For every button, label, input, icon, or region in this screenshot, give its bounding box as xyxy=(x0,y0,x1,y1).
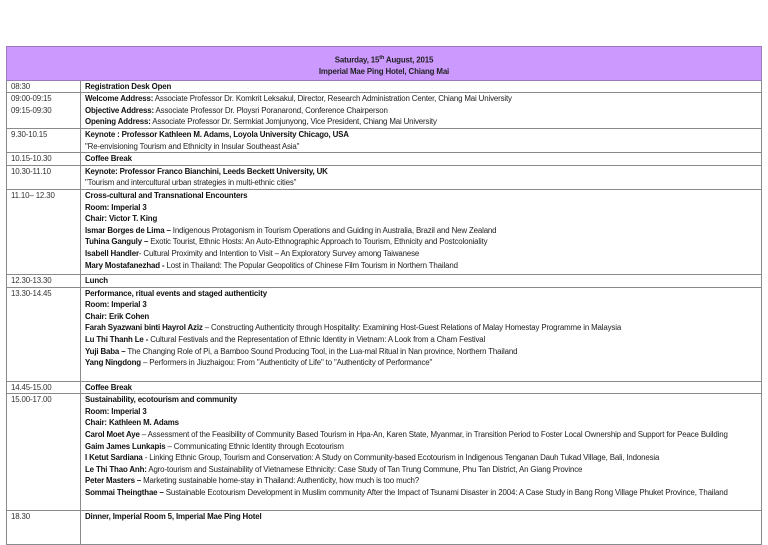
time-slot: 13.30-14.45 xyxy=(11,288,52,298)
time-cell xyxy=(7,165,81,189)
session-line xyxy=(85,81,757,93)
session-line xyxy=(85,441,757,453)
line-bold: Room: Imperial 3 xyxy=(85,300,147,310)
time-cell xyxy=(7,93,81,129)
line-bold: Performance, ritual events and staged authenticity xyxy=(85,288,267,298)
session-line xyxy=(85,475,757,487)
session-line xyxy=(85,202,757,214)
line-text: – Constructing Authenticity through Hospitality: Examining Host-Guest Relations of Malay Homestay Programme in Malaysia xyxy=(202,323,622,333)
line-text: - Cultural Proximity and Intention to Visit – An Exploratory Survey among Taiwanese xyxy=(138,248,420,258)
line-bold: Welcome Address: xyxy=(85,94,154,104)
line-text: Marketing sustainable home-stay in Thailand: Authenticity, how much is too much? xyxy=(141,476,420,486)
session-line xyxy=(85,225,757,237)
line-bold: Ismar Borges de Lima – xyxy=(85,225,171,235)
schedule-row xyxy=(7,511,762,545)
time-slot: 09:00-09:15 xyxy=(11,94,52,104)
session-line xyxy=(85,429,757,441)
session-line xyxy=(85,153,757,165)
line-bold: Sustainability, ecotourism and community xyxy=(85,395,238,405)
line-text: Sustainable Ecotourism Development in Muslim community After the Impact of Tsunami Disaster in 2004: A Case Study in Bang Rong Village Phuket Province, Thailand xyxy=(163,487,728,497)
time-slot: 10.15-10.30 xyxy=(11,154,52,164)
session-line xyxy=(85,275,757,287)
time-cell xyxy=(7,129,81,153)
line-bold: Coffee Break xyxy=(85,382,132,392)
line-bold: Cross-cultural and Transnational Encounters xyxy=(85,190,248,200)
line-text: "Re-envisioning Tourism and Ethnicity in Insular Southeast Asia" xyxy=(85,141,300,151)
session-cell xyxy=(81,189,762,274)
session-cell xyxy=(81,165,762,189)
line-text: The Changing Role of Pi, a Bamboo Sound Producing Tool, in the Lua-mal Ritual in Nan province, Northern Thailand xyxy=(125,346,518,356)
line-bold: Peter Masters – xyxy=(85,476,142,486)
line-bold: Carol Moet Aye xyxy=(85,429,140,439)
session-line xyxy=(85,260,757,272)
session-line xyxy=(85,394,757,406)
line-text: Associate Professor Dr. Ploysri Poranarond, Conference Chairperson xyxy=(153,105,388,115)
session-line xyxy=(85,177,757,189)
time-slot: 11.10– 12.30 xyxy=(11,190,55,200)
session-line xyxy=(85,382,757,394)
time-cell xyxy=(7,274,81,287)
session-line xyxy=(85,129,757,141)
time-slot: 15.00-17.00 xyxy=(11,395,52,405)
session-line xyxy=(85,93,757,105)
schedule-row xyxy=(7,274,762,287)
time-slot: 12.30-13.30 xyxy=(11,275,52,285)
schedule-row xyxy=(7,93,762,129)
session-line xyxy=(85,334,757,346)
session-line xyxy=(85,311,757,323)
session-line xyxy=(85,288,757,300)
line-text: Agro-tourism and Sustainability of Vietnamese Ethnicity: Case Study of Tan Trung Commune, Phu Tan District, An Giang Province xyxy=(146,464,583,474)
session-line xyxy=(85,346,757,358)
line-bold: Farah Syazwani binti Hayrol Aziz xyxy=(85,323,203,333)
schedule-row xyxy=(7,189,762,274)
line-text: Cultural Festivals and the Representation of Ethnic Identity in Vietnam: A Look from a Cham Festival xyxy=(148,334,486,344)
time-slot: 14.45-15.00 xyxy=(11,382,52,392)
line-bold: Opening Address: xyxy=(85,117,151,127)
schedule-row xyxy=(7,381,762,394)
time-slot: 10.30-11.10 xyxy=(11,166,51,176)
time-slot: 9.30-10.15 xyxy=(11,130,48,139)
session-cell xyxy=(81,153,762,166)
time-cell xyxy=(7,394,81,511)
session-cell xyxy=(81,381,762,394)
line-bold: Lu Thi Thanh Le - xyxy=(85,334,149,344)
schedule-row xyxy=(7,165,762,189)
line-text: Associate Professor Dr. Sermkiat Jomjunyong, Vice President, Chiang Mai University xyxy=(150,117,437,127)
header-venue: Imperial Mae Ping Hotel, Chiang Mai xyxy=(318,66,450,76)
line-bold: Room: Imperial 3 xyxy=(85,406,147,416)
time-cell xyxy=(7,511,81,545)
session-line xyxy=(85,116,757,128)
session-line xyxy=(85,213,757,225)
schedule-row xyxy=(7,287,762,381)
line-bold: Lunch xyxy=(85,275,108,285)
line-bold: Yang Ningdong xyxy=(85,358,141,368)
line-bold: Room: Imperial 3 xyxy=(85,202,147,212)
line-text: Associate Professor Dr. Komkrit Leksakul, Director, Research Administration Center, Chiang Mai University xyxy=(153,94,512,104)
session-line xyxy=(85,322,757,334)
session-cell xyxy=(81,274,762,287)
line-text: – Performers in Jiuzhaigou: From "Authenticity of Life" to "Authenticity of Performance" xyxy=(140,358,433,368)
time-slot: 09:15-09:30 xyxy=(11,105,52,115)
session-line xyxy=(85,166,757,178)
session-line xyxy=(85,236,757,248)
session-line xyxy=(85,357,757,369)
session-cell xyxy=(81,129,762,153)
session-cell xyxy=(81,287,762,381)
line-text: – Communicating Ethnic Identity through Ecotourism xyxy=(165,441,344,451)
schedule-row xyxy=(7,394,762,511)
time-slot: 18.30 xyxy=(11,512,30,522)
session-line xyxy=(85,299,757,311)
header-date: Saturday, 15th August, 2015 xyxy=(334,55,434,65)
line-bold: Objective Address: xyxy=(85,105,154,115)
session-line xyxy=(85,248,757,260)
time-cell xyxy=(7,80,81,93)
line-bold: Coffee Break xyxy=(85,154,132,164)
session-line xyxy=(85,511,757,523)
session-line xyxy=(85,452,757,464)
schedule-row xyxy=(7,80,762,93)
session-line xyxy=(85,464,757,476)
line-bold: Gaim James Lunkapis xyxy=(85,441,166,451)
schedule-rows xyxy=(7,80,762,545)
schedule-row xyxy=(7,129,762,153)
line-bold: Mary Mostafanezhad - xyxy=(85,260,165,270)
session-line xyxy=(85,487,757,499)
line-text: Lost in Thailand: The Popular Geopolitics of Chinese Film Tourism in Northern Thailand xyxy=(164,260,458,270)
line-bold: Sommai Theingthae – xyxy=(85,487,164,497)
session-line xyxy=(85,141,757,153)
line-bold: Chair: Victor T. King xyxy=(85,214,158,224)
session-line xyxy=(85,406,757,418)
line-text: "Tourism and intercultural urban strategies in multi-ethnic cities" xyxy=(85,178,297,188)
line-bold: Keynote: Professor Franco Bianchini, Leeds Beckett University, UK xyxy=(85,166,328,176)
header-cell xyxy=(7,47,762,81)
session-cell xyxy=(81,394,762,511)
line-text: – Assessment of the Feasibility of Community Based Tourism in Hpa-An, Karen State, Myanmar, in Transition Period to Foster Local Ownership and Support for Peace Building xyxy=(139,429,728,439)
line-bold: Keynote : Professor Kathleen M. Adams, Loyola University Chicago, USA xyxy=(85,130,349,139)
line-text: Exotic Tourist, Ethnic Hosts: An Auto-Ethnographic Approach to Tourism, Ethnicity and Postcoloniality xyxy=(148,237,488,247)
line-bold: Registration Desk Open xyxy=(85,81,172,91)
line-bold: Chair: Erik Cohen xyxy=(85,311,150,321)
schedule-header xyxy=(7,47,762,81)
session-line xyxy=(85,105,757,117)
line-bold: Dinner, Imperial Room 5, Imperial Mae Ping Hotel xyxy=(85,512,262,522)
line-bold: Chair: Kathleen M. Adams xyxy=(85,418,179,428)
line-bold: Le Thi Thao Anh: xyxy=(85,464,147,474)
line-bold: Tuhina Ganguly – xyxy=(85,237,149,247)
time-cell xyxy=(7,153,81,166)
session-cell xyxy=(81,511,762,545)
schedule-row xyxy=(7,153,762,166)
line-bold: Isabell Handler xyxy=(85,248,139,258)
session-cell xyxy=(81,80,762,93)
time-slot: 08:30 xyxy=(11,81,30,91)
time-cell xyxy=(7,287,81,381)
line-bold: Yuji Baba – xyxy=(85,346,126,356)
line-text: Indigenous Protagonism in Tourism Operations and Guiding in Australia, Brazil and New Zealand xyxy=(170,225,497,235)
line-bold: I Ketut Sardiana xyxy=(85,453,143,463)
session-line xyxy=(85,190,757,202)
session-line xyxy=(85,417,757,429)
time-cell xyxy=(7,381,81,394)
time-cell xyxy=(7,189,81,274)
session-cell xyxy=(81,93,762,129)
schedule-table xyxy=(6,46,762,545)
line-text: - Linking Ethnic Group, Tourism and Conservation: A Study on Community-based Ecotourism in Indigenous Tenganan Dauh Tukad Village, Bali, Indonesia xyxy=(142,453,660,463)
